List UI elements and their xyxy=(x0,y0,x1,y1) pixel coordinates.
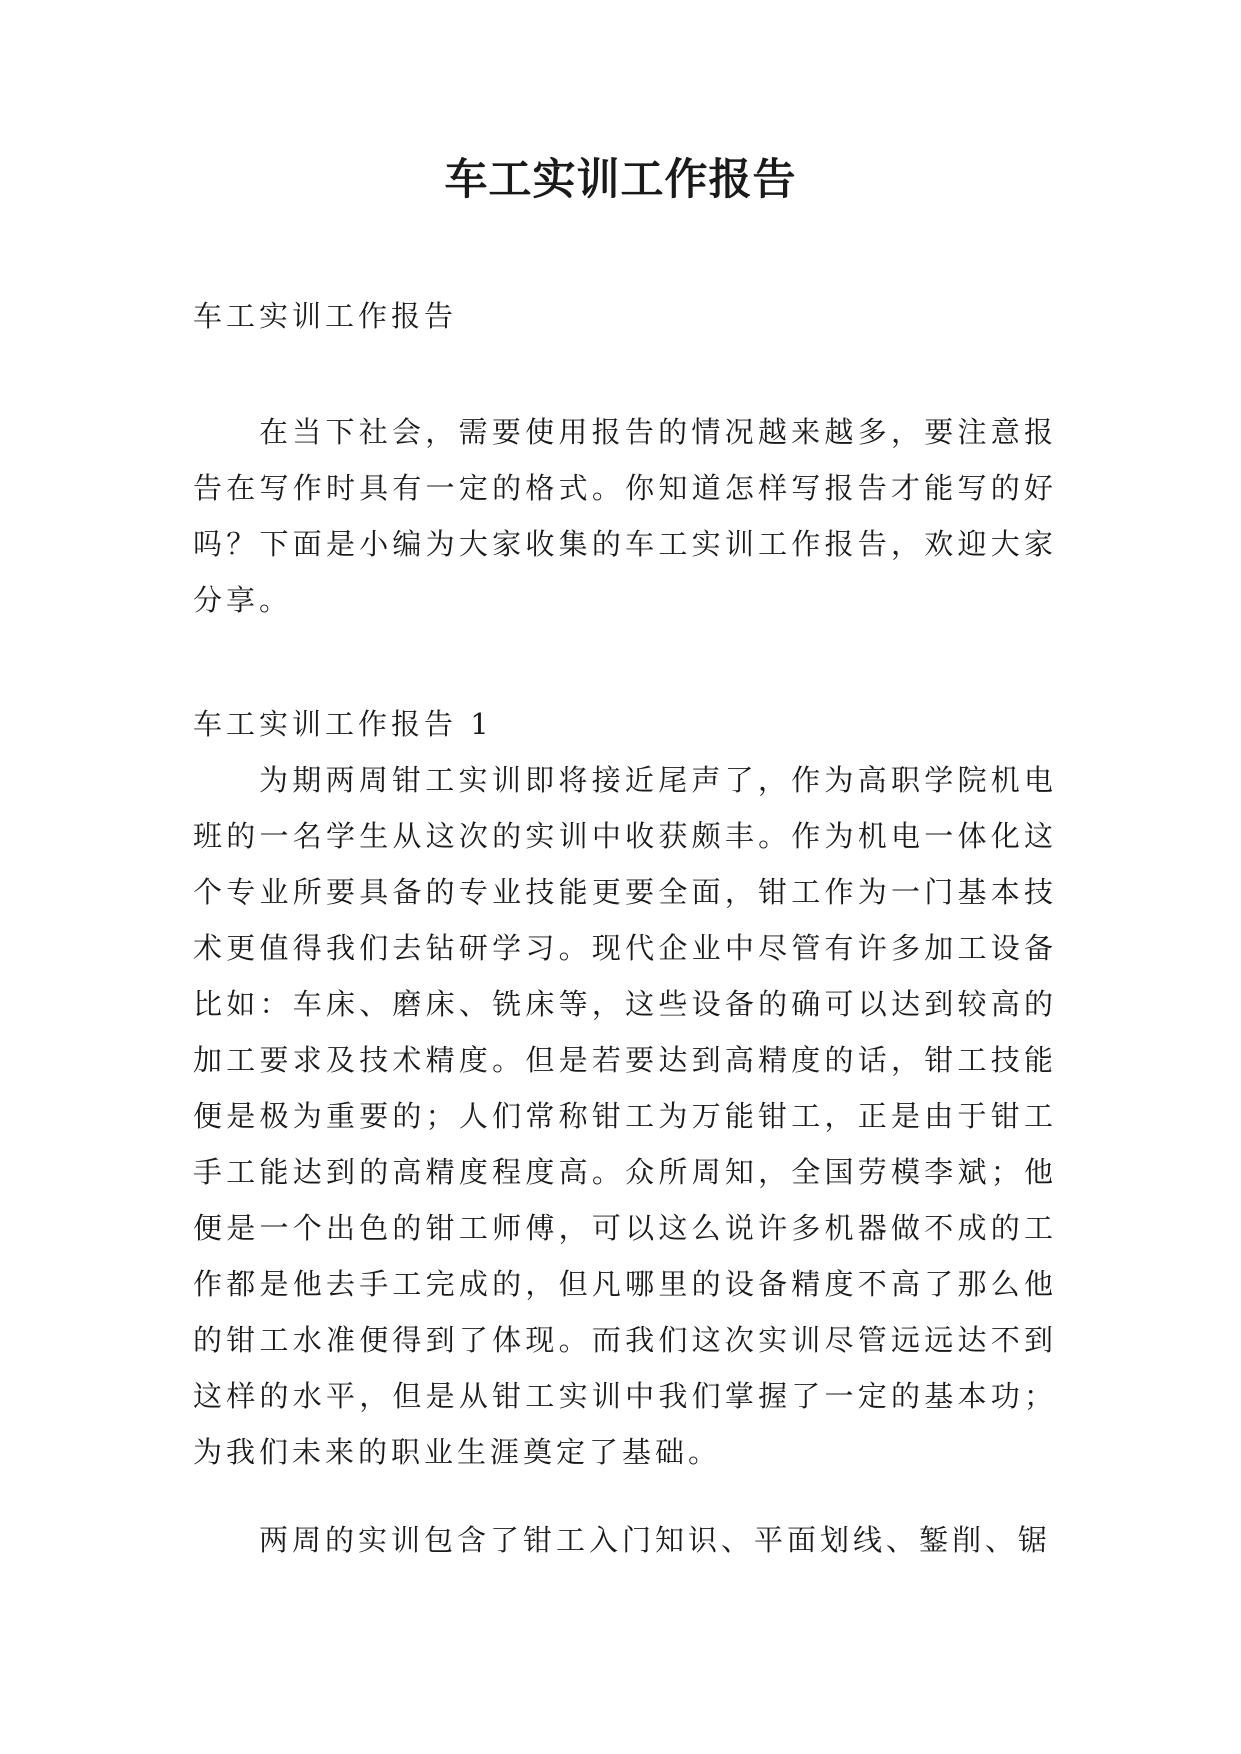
body-paragraph: 两周的实训包含了钳工入门知识、平面划线、錾削、锯 xyxy=(259,1523,1052,1557)
document-subtitle: 车工实训工作报告 xyxy=(193,299,458,333)
section-heading: 车工实训工作报告 1 xyxy=(193,707,493,741)
intro-paragraph: 在当下社会，需要使用报告的情况越来越多，要注意报告在写作时具有一定的格式。你知道怎样写报告才能写的好吗？下面是小编为大家收集的车工实训工作报告，欢迎大家分享。 xyxy=(193,415,1057,617)
body-paragraph: 为期两周钳工实训即将接近尾声了，作为高职学院机电班的一名学生从这次的实训中收获颇丰。作为机电一体化这个专业所要具备的专业技能更要全面，钳工作为一门基本技术更值得我们去钻研学习。现代企业中尽管有许多加工设备比如：车床、磨床、铣床等，这些设备的确可以达到较高的加工要求及技术精度。但是若要达到高精度的话，钳工技能便是极为重要的；人们常称钳工为万能钳工，正是由于钳工手工能达到的高精度程度高。众所周知，全国劳模李斌；他便是一个出色的钳工师傅，可以这么说许多机器做不成的工作都是他去手工完成的，但凡哪里的设备精度不高了那么他的钳工水准便得到了体现。而我们这次实训尽管远远达不到这样的水平，但是从钳工实训中我们掌握了一定的基本功；为我们未来的职业生涯奠定了基础。 xyxy=(193,763,1057,1469)
document-title: 车工实训工作报告 xyxy=(444,155,797,205)
